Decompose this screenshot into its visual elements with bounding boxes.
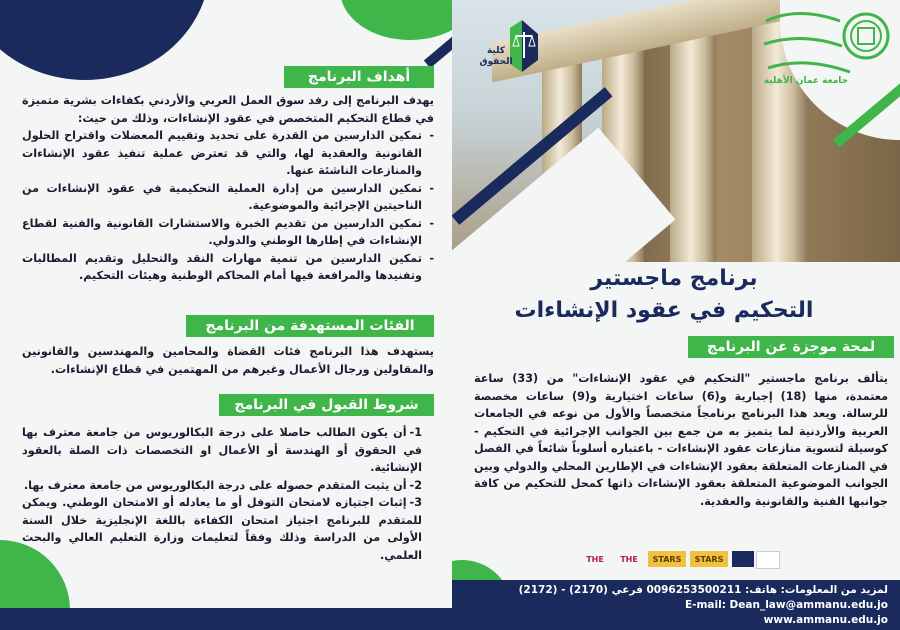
university-logo <box>758 6 894 96</box>
right-panel <box>452 0 900 630</box>
admission-body <box>22 424 434 564</box>
objective-item: - تمكين الدارسين من إدارة العملية التحكيمية في عقود الإنشاءات من الناحيتين الإجرائية والموضوعية. <box>22 180 434 215</box>
admission-num: 1- <box>409 426 422 439</box>
admission-num: 3- <box>409 496 422 509</box>
contact-bar <box>452 580 900 630</box>
admission-item <box>22 477 434 495</box>
accreditation-logos <box>580 551 780 569</box>
objective-item: - تمكين الدارسين من تنمية مهارات النقد والتحليل وتقديم المطالبات وتفنيدها والمرافعة فيها أمام المحاكم الوطنية وهيئات التحكيم. <box>22 250 434 285</box>
target-text: يستهدف هذا البرنامج فئات القضاة والمحامين والمهندسين والقانونين والمقاولين ورجال الأعمال وغيرهم من المهتمين في قطاع الإنشاءات. <box>22 345 434 376</box>
university-logo-text: جامعة عمان الأهلية <box>763 76 849 86</box>
accreditation-logo <box>732 551 754 567</box>
faculty-logo-text: كلية الحقوق <box>479 46 513 67</box>
admission-item <box>22 494 434 564</box>
program-title-line1: برنامج ماجستير <box>590 266 758 291</box>
accreditation-logo: THE <box>620 554 638 564</box>
decor-navy-blob <box>0 0 210 80</box>
accreditation-logo: STARS <box>690 551 728 567</box>
accreditation-logo: STARS <box>648 551 686 567</box>
admission-text: إثبات اجتيازه لامتحان التوفل أو ما يعادله أو الامتحان الوطني. ويمكن للمتقدم للبرنامج اجتياز امتحان الكفاءة باللغة الإنجليزية خلال السنة الأولى من الدراسة وذلك وفقاً لتعليمات وزارة التعليم العالي والبحث العلمي. <box>22 496 422 562</box>
admission-num: 2- <box>409 478 422 492</box>
admission-text: أن يثبت المتقدم حصوله على درجة البكالوريوس من جامعة معترف بها. <box>23 478 407 492</box>
objectives-intro: يهدف البرنامج إلى رفد سوق العمل العربي والأردني بكفاءات بشرية متميزة في قطاع التحكيم المتخصص في عقود الإنشاءات، وذلك من حيث: <box>22 94 434 125</box>
target-heading: الفئات المستهدفة من البرنامج <box>186 315 434 337</box>
faculty-logo <box>480 14 540 74</box>
objectives-heading: أهداف البرنامج <box>284 66 434 88</box>
objectives-body <box>22 92 434 285</box>
overview-heading: لمحة موجزة عن البرنامج <box>688 336 894 358</box>
objective-item: - تمكين الدارسين من تقديم الخبرة والاستشارات القانونية والفنية لقطاع الإنشاءات في إطارها الوطني والدولي. <box>22 215 434 250</box>
admission-item <box>22 424 434 477</box>
objective-item: - تمكين الدارسين من القدرة على تحديد وتقييم المعضلات واقتراح الحلول القانونية والعقدية لها، والتي قد تعترض عملية تنفيذ عقود الإنشاءات والمنازعات الناشئة عنها. <box>22 127 434 180</box>
admission-text: أن يكون الطالب حاصلا على درجة البكالوريوس من جامعة معترف بها في الحقوق أو الهندسة أو الأعمال او التخصصات ذات الصلة بالعقود الإنشائية. <box>22 426 422 474</box>
admission-heading: شروط القبول في البرنامج <box>219 394 434 416</box>
accreditation-logo <box>756 551 780 569</box>
left-bottom-bar <box>0 608 452 630</box>
contact-email[interactable]: E-mail: Dean_law@ammanu.edu.jo <box>684 599 888 611</box>
accreditation-logo: THE <box>586 554 604 564</box>
decor-green-blob <box>340 0 452 40</box>
contact-phone: لمزيد من المعلومات: هاتف: 0096253500211 فرعي (2170) - (2172) <box>518 584 888 596</box>
program-title-line2: التحكيم في عقود الإنشاءات <box>514 298 814 323</box>
contact-website[interactable]: www.ammanu.edu.jo <box>763 614 888 626</box>
overview-text: يتألف برنامج ماجستير "التحكيم في عقود الإنشاءات" من (33) ساعة معتمدة، منها (18) إجبارية و(6) ساعات اختيارية و(9) ساعات مخصصة للرسالة. ويعد هذا البرنامج برنامجاً متخصصاً والأول من نوعه في الجامعات العربية والأردنية لما يتميز به من جمع بين الجوانب الإجرائية في التحكيم - كوسيلة لتسوية منازعات عقود الإنشاءات - باعتباره أسلوباً شائعاً في الفصل في المنازعات المتعلقة بعقود الإنشاءات في الإطارين المحلي والدولي وبين الجوانب الموضوعية المتعلقة بعقود الإنشاءات ذاتها كمحل للتحكيم من كافة جوانبها الفنية والقانونية والعقدية. <box>474 372 889 508</box>
